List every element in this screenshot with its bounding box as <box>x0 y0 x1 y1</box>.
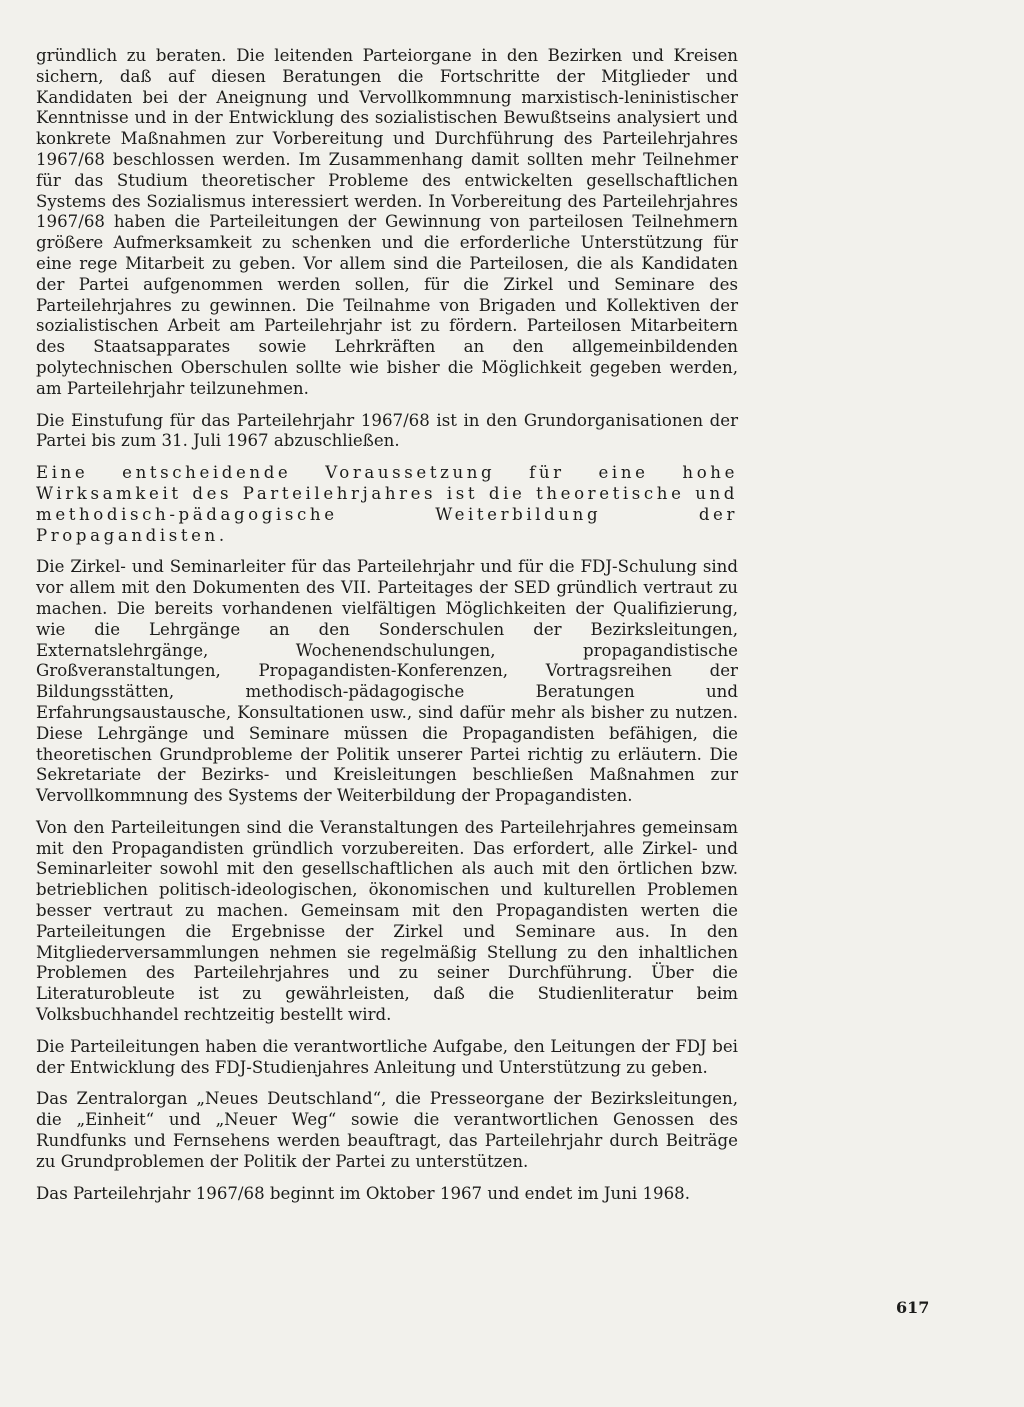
paragraph-7: Das Zentralorgan „Neues Deutschland“, die Presseorgane der Bezirksleitungen, die „Einheit“ und „Neuer Weg“ sowie die verantwortlichen Genossen des Rundfunks und Fernsehens werden beauftragt, das Parteilehrjahr durch Beiträge zu Grundproblemen der Politik der Partei zu unterstützen. <box>36 1089 738 1171</box>
paragraph-6: Die Parteileitungen haben die verantwortliche Aufgabe, den Leitungen der FDJ bei der Entwicklung des FDJ-Studienjahres Anleitung und Unterstützung zu geben. <box>36 1036 738 1077</box>
paragraph-3-emphasized: Eine entscheidende Voraussetzung für eine hohe Wirksamkeit des Parteilehrjahres ist die theoretische und methodisch-pädagogische Weiterbildung der Propagandisten. <box>36 463 738 545</box>
paragraph-8: Das Parteilehrjahr 1967/68 beginnt im Oktober 1967 und endet im Juni 1968. <box>36 1183 690 1203</box>
paragraph-1: gründlich zu beraten. Die leitenden Parteiorgane in den Bezirken und Kreisen sichern, daß auf diesen Beratungen die Fortschritte der Mitglieder und Kandidaten bei der Aneignung und Vervollkommnung marxistisch-leninistischer Kenntnisse und in der Entwicklung des sozialistischen Bewußtseins analysiert und konkrete Maßnahmen zur Vorbereitung und Durchführung des Parteilehrjahres 1967/68 beschlossen werden. Im Zusammenhang damit sollten mehr Teilnehmer für das Studium theoretischer Probleme des entwickelten gesellschaftlichen Systems des Sozialismus interessiert werden. In Vorbereitung des Parteilehrjahres 1967/68 haben die Parteileitungen der Gewinnung von parteilosen Teilnehmern größere Aufmerksamkeit zu schenken und die erforderliche Unterstützung für eine rege Mitarbeit zu geben. Vor allem sind die Parteilosen, die als Kandidaten der Partei aufgenommen werden sollen, für die Zirkel und Seminare des Parteilehrjahres zu gewinnen. Die Teilnahme von Brigaden und Kollektiven der sozialistischen Arbeit am Parteilehrjahr ist zu fördern. Parteilosen Mitarbeitern des Staatsapparates sowie Lehrkräften an den allgemeinbildenden polytechnischen Oberschulen sollte wie bisher die Möglichkeit gegeben werden, am Parteilehrjahr teilzunehmen. <box>36 46 738 398</box>
page-number: 617 <box>896 1298 930 1317</box>
paragraph-2: Die Einstufung für das Parteilehrjahr 1967/68 ist in den Grundorganisationen der Partei bis zum 31. Juli 1967 abzuschließen. <box>36 410 738 451</box>
paragraph-5: Von den Parteileitungen sind die Veranstaltungen des Parteilehrjahres gemeinsam mit den Propagandisten gründlich vorzubereiten. Das erfordert, alle Zirkel- und Seminarleiter sowohl mit den gesellschaftlichen als auch mit den örtlichen bzw. betrieblichen politisch-ideologischen, ökonomischen und kulturellen Problemen besser vertraut zu machen. Gemeinsam mit den Propagandisten werten die Parteileitungen die Ergebnisse der Zirkel und Seminare aus. In den Mitgliederversammlungen nehmen sie regelmäßig Stellung zu den inhaltlichen Problemen des Parteilehrjahres und zu seiner Durchführung. Über die Literaturobleute ist zu gewährleisten, daß die Studienliteratur beim Volksbuchhandel rechtzeitig bestellt wird. <box>36 817 738 1025</box>
paragraph-4: Die Zirkel- und Seminarleiter für das Parteilehrjahr und für die FDJ-Schulung sind vor allem mit den Dokumenten des VII. Parteitages der SED gründlich vertraut zu machen. Die bereits vorhandenen vielfältigen Möglichkeiten der Qualifizierung, wie die Lehrgänge an den Sonderschulen der Bezirksleitungen, Externatslehrgänge, Wochenendschulungen, propagandistische Großveranstaltungen, Propagandisten-Konferenzen, Vortragsreihen der Bildungsstätten, methodisch-pädagogische Beratungen und Erfahrungsaustausche, Konsultationen usw., sind dafür mehr als bisher zu nutzen. Diese Lehrgänge und Seminare müssen die Propagandisten befähigen, die theoretischen Grundprobleme der Politik unserer Partei richtig zu erläutern. Die Sekretariate der Bezirks- und Kreisleitungen beschließen Maßnahmen zur Vervollkommnung des Systems der Weiterbildung der Propagandisten. <box>36 557 738 806</box>
body-text <box>36 46 738 1215</box>
